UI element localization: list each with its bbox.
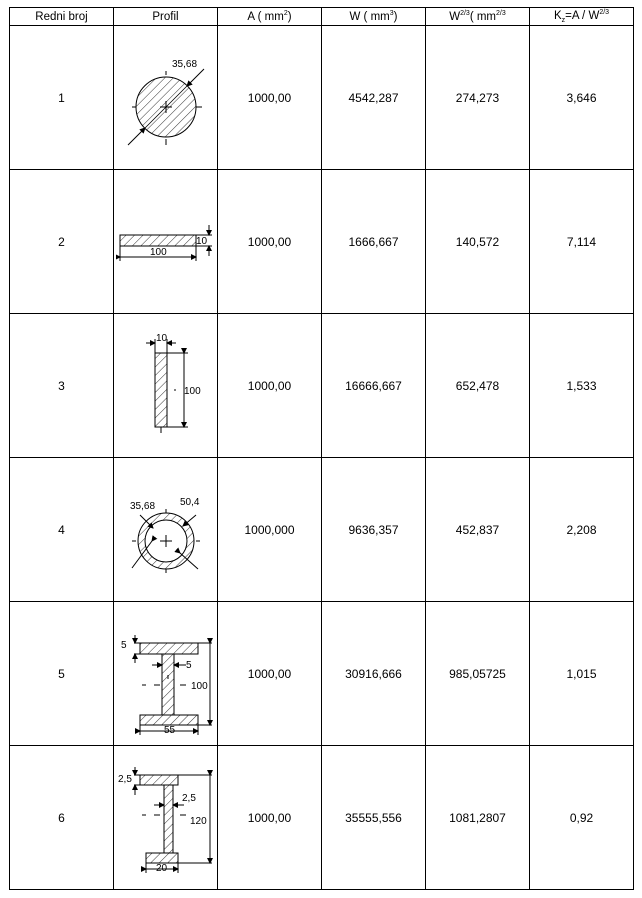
area-value: 1000,00 [218, 26, 322, 170]
row-number: 1 [10, 26, 114, 170]
diameter-label: 35,68 [171, 58, 197, 70]
header-kz: $K_z=A / W^{2/3}$ [530, 8, 634, 26]
hollow-tube-profile-icon [116, 465, 216, 595]
solid-circle-profile-icon [116, 33, 216, 163]
kz-value: 1,533 [530, 314, 634, 458]
area-value: 1000,00 [218, 602, 322, 746]
flat-plate-profile-icon [116, 177, 216, 307]
table-row [10, 170, 634, 314]
flange-thickness-label: 2,5 [117, 773, 132, 785]
w-value: 16666,667 [322, 314, 426, 458]
w-value: 35555,556 [322, 746, 426, 890]
flange-width-label: 55 [163, 724, 175, 736]
area-value: 1000,000 [218, 458, 322, 602]
area-value: 1000,00 [218, 170, 322, 314]
profile-cell [114, 746, 218, 890]
header-profile: Profil [114, 8, 218, 26]
w23-value: 985,05725 [426, 602, 530, 746]
i-beam-profile-icon [116, 609, 216, 739]
kz-value: 2,208 [530, 458, 634, 602]
row-number: 2 [10, 170, 114, 314]
profiles-table [9, 7, 634, 890]
profile-cell [114, 602, 218, 746]
header-section-modulus: W ( $mm^3$) [322, 8, 426, 26]
table-row [10, 26, 634, 170]
w-value: 4542,287 [322, 26, 426, 170]
slender-i-beam-profile-icon [116, 753, 216, 883]
area-value: 1000,00 [218, 314, 322, 458]
table-row [10, 746, 634, 890]
header-w23: $W^{2/3}$( $mm^{2/3}$ [426, 8, 530, 26]
thickness-label: 10 [195, 235, 207, 247]
row-number: 3 [10, 314, 114, 458]
table-row [10, 602, 634, 746]
profile-cell [114, 26, 218, 170]
profile-cell [114, 458, 218, 602]
w23-value: 140,572 [426, 170, 530, 314]
w23-value: 1081,2807 [426, 746, 530, 890]
web-thickness-label: 5 [185, 659, 192, 671]
kz-value: 3,646 [530, 26, 634, 170]
height-label: 120 [189, 815, 207, 827]
w23-value: 274,273 [426, 26, 530, 170]
area-value: 1000,00 [218, 746, 322, 890]
kz-value: 7,114 [530, 170, 634, 314]
w-value: 30916,666 [322, 602, 426, 746]
web-thickness-label: 2,5 [181, 792, 196, 804]
profile-cell [114, 170, 218, 314]
flange-thickness-label: 5 [120, 639, 127, 651]
profile-cell [114, 314, 218, 458]
row-number: 4 [10, 458, 114, 602]
header-no: Redni broj [10, 8, 114, 26]
w-value: 9636,357 [322, 458, 426, 602]
height-label: 100 [190, 680, 208, 692]
w-value: 1666,667 [322, 170, 426, 314]
header-area: A ( $mm^2$) [218, 8, 322, 26]
width-label: 100 [149, 246, 167, 258]
kz-value: 0,92 [530, 746, 634, 890]
header-row [10, 8, 634, 26]
w23-value: 652,478 [426, 314, 530, 458]
outer-diameter-label: 50,4 [179, 496, 199, 508]
table-row [10, 458, 634, 602]
flange-width-label: 20 [155, 862, 167, 874]
height-label: 100 [183, 385, 201, 397]
thickness-label: 10 [155, 332, 167, 344]
inner-diameter-label: 35,68 [129, 500, 155, 512]
vertical-plate-profile-icon [116, 321, 216, 451]
table-row [10, 314, 634, 458]
row-number: 6 [10, 746, 114, 890]
w23-value: 452,837 [426, 458, 530, 602]
kz-value: 1,015 [530, 602, 634, 746]
row-number: 5 [10, 602, 114, 746]
